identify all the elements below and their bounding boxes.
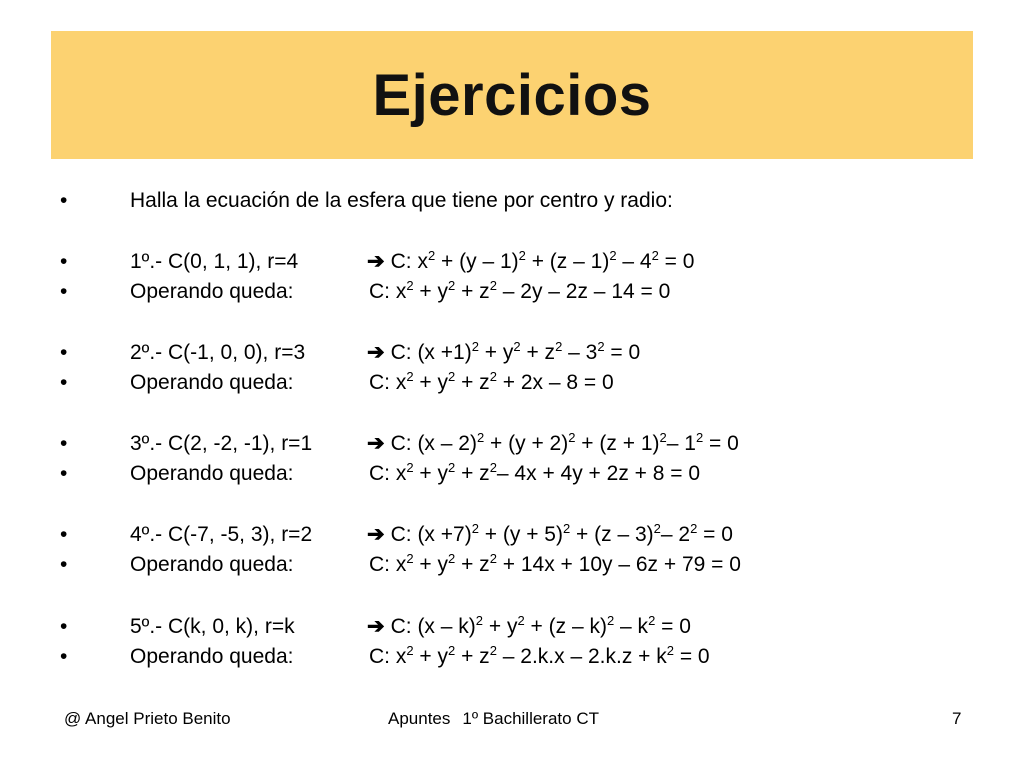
bullet-marker: • [60, 615, 68, 638]
exercise-1-equation: C: $x^2 + (y - 1)^2 + (z - 1)^2 - 4^2 = 0$ [390, 248, 695, 273]
bullet-marker: • [60, 432, 68, 455]
exercise-4-expanded: C: $x^2 + y^2 + z^2 + 14x + 10y - 6z + 79 = 0$ [369, 551, 741, 576]
exercise-4-row [0, 520, 1024, 550]
exercise-3-expanded-row [0, 459, 1024, 489]
exercise-4-expanded-row [0, 550, 1024, 580]
exercise-3-equation-group [367, 429, 739, 459]
exercise-2-equation-group [367, 338, 640, 368]
exercise-5-label: 5º.- C(k, 0, k), r=k [130, 615, 295, 638]
exercise-1-expanded: C: $x^2 + y^2 + z^2 - 2y - 2z - 14 = 0$ [369, 278, 671, 303]
exercise-1-label: 1º.- C(0, 1, 1), r=4 [130, 250, 299, 273]
exercise-4-equation-group [367, 520, 733, 550]
exercise-3-label: 3º.- C(2, -2, -1), r=1 [130, 432, 313, 455]
operando-label: Operando queda: [130, 553, 294, 576]
exercise-5-equation: C: $(x - k)^2 + y^2 + (z - k)^2 - k^2 = 0$ [390, 613, 691, 638]
exercise-1-row [0, 247, 1024, 277]
operando-label: Operando queda: [130, 371, 294, 394]
arrow-right-icon: ➔ [367, 523, 385, 546]
arrow-right-icon: ➔ [367, 432, 385, 455]
exercise-2-row [0, 338, 1024, 368]
bullet-intro [0, 186, 1024, 216]
arrow-right-icon: ➔ [367, 250, 385, 273]
footer-course [388, 706, 599, 732]
operando-label: Operando queda: [130, 645, 294, 668]
bullet-marker: • [60, 553, 68, 576]
bullet-marker: • [60, 280, 68, 303]
exercise-5-equation-group [367, 612, 691, 642]
arrow-right-icon: ➔ [367, 341, 385, 364]
footer-author: @ Angel Prieto Benito [64, 709, 231, 728]
exercise-3-equation: C: $(x - 2)^2 + (y + 2)^2 + (z + 1)^2-$ $1^2 = 0$ [390, 430, 739, 455]
exercise-2-equation: C: $(x +1)^2 + y^2 + z^2 - 3^2 = 0$ [390, 339, 641, 364]
slide-title: Ejercicios [372, 62, 652, 128]
bullet-marker: • [60, 341, 68, 364]
exercise-5-row [0, 612, 1024, 642]
exercise-5-expanded: C: $x^2 + y^2 + z^2 - 2.k.x - 2.k.z + k^2 = 0$ [369, 643, 710, 668]
exercise-5-expanded-row [0, 642, 1024, 672]
bullet-marker: • [60, 462, 68, 485]
exercise-2-label: 2º.- C(-1, 0, 0), r=3 [130, 341, 306, 364]
exercise-2-expanded: C: $x^2 + y^2 + z^2 + 2x - 8 = 0$ [369, 369, 614, 394]
arrow-right-icon: ➔ [367, 615, 385, 638]
bullet-marker: • [60, 645, 68, 668]
page-number: 7 [952, 709, 962, 728]
exercise-2-expanded-row [0, 368, 1024, 398]
footer-course-level: 1º Bachillerato CT [462, 709, 599, 728]
operando-label: Operando queda: [130, 280, 294, 303]
exercise-4-label: 4º.- C(-7, -5, 3), r=2 [130, 523, 313, 546]
exercise-1-equation-group [367, 247, 694, 277]
bullet-marker: • [60, 250, 68, 273]
exercise-3-row [0, 429, 1024, 459]
footer-course-apuntes: Apuntes [388, 709, 451, 728]
exercise-1-expanded-row [0, 277, 1024, 307]
intro-text: Halla la ecuación de la esfera que tiene por centro y radio: [130, 189, 673, 212]
bullet-marker: • [60, 523, 68, 546]
exercise-3-expanded: C: $x^2 + y^2 + z^2-$ 4x + 4y + 2z + 8 = 0 [369, 460, 701, 485]
exercise-4-equation: C: $(x +7)^2 + (y + 5)^2 + (z - 3)^2-$ $2^2 = 0$ [390, 521, 733, 546]
operando-label: Operando queda: [130, 462, 294, 485]
bullet-marker: • [60, 371, 68, 394]
bullet-marker: • [60, 189, 68, 212]
